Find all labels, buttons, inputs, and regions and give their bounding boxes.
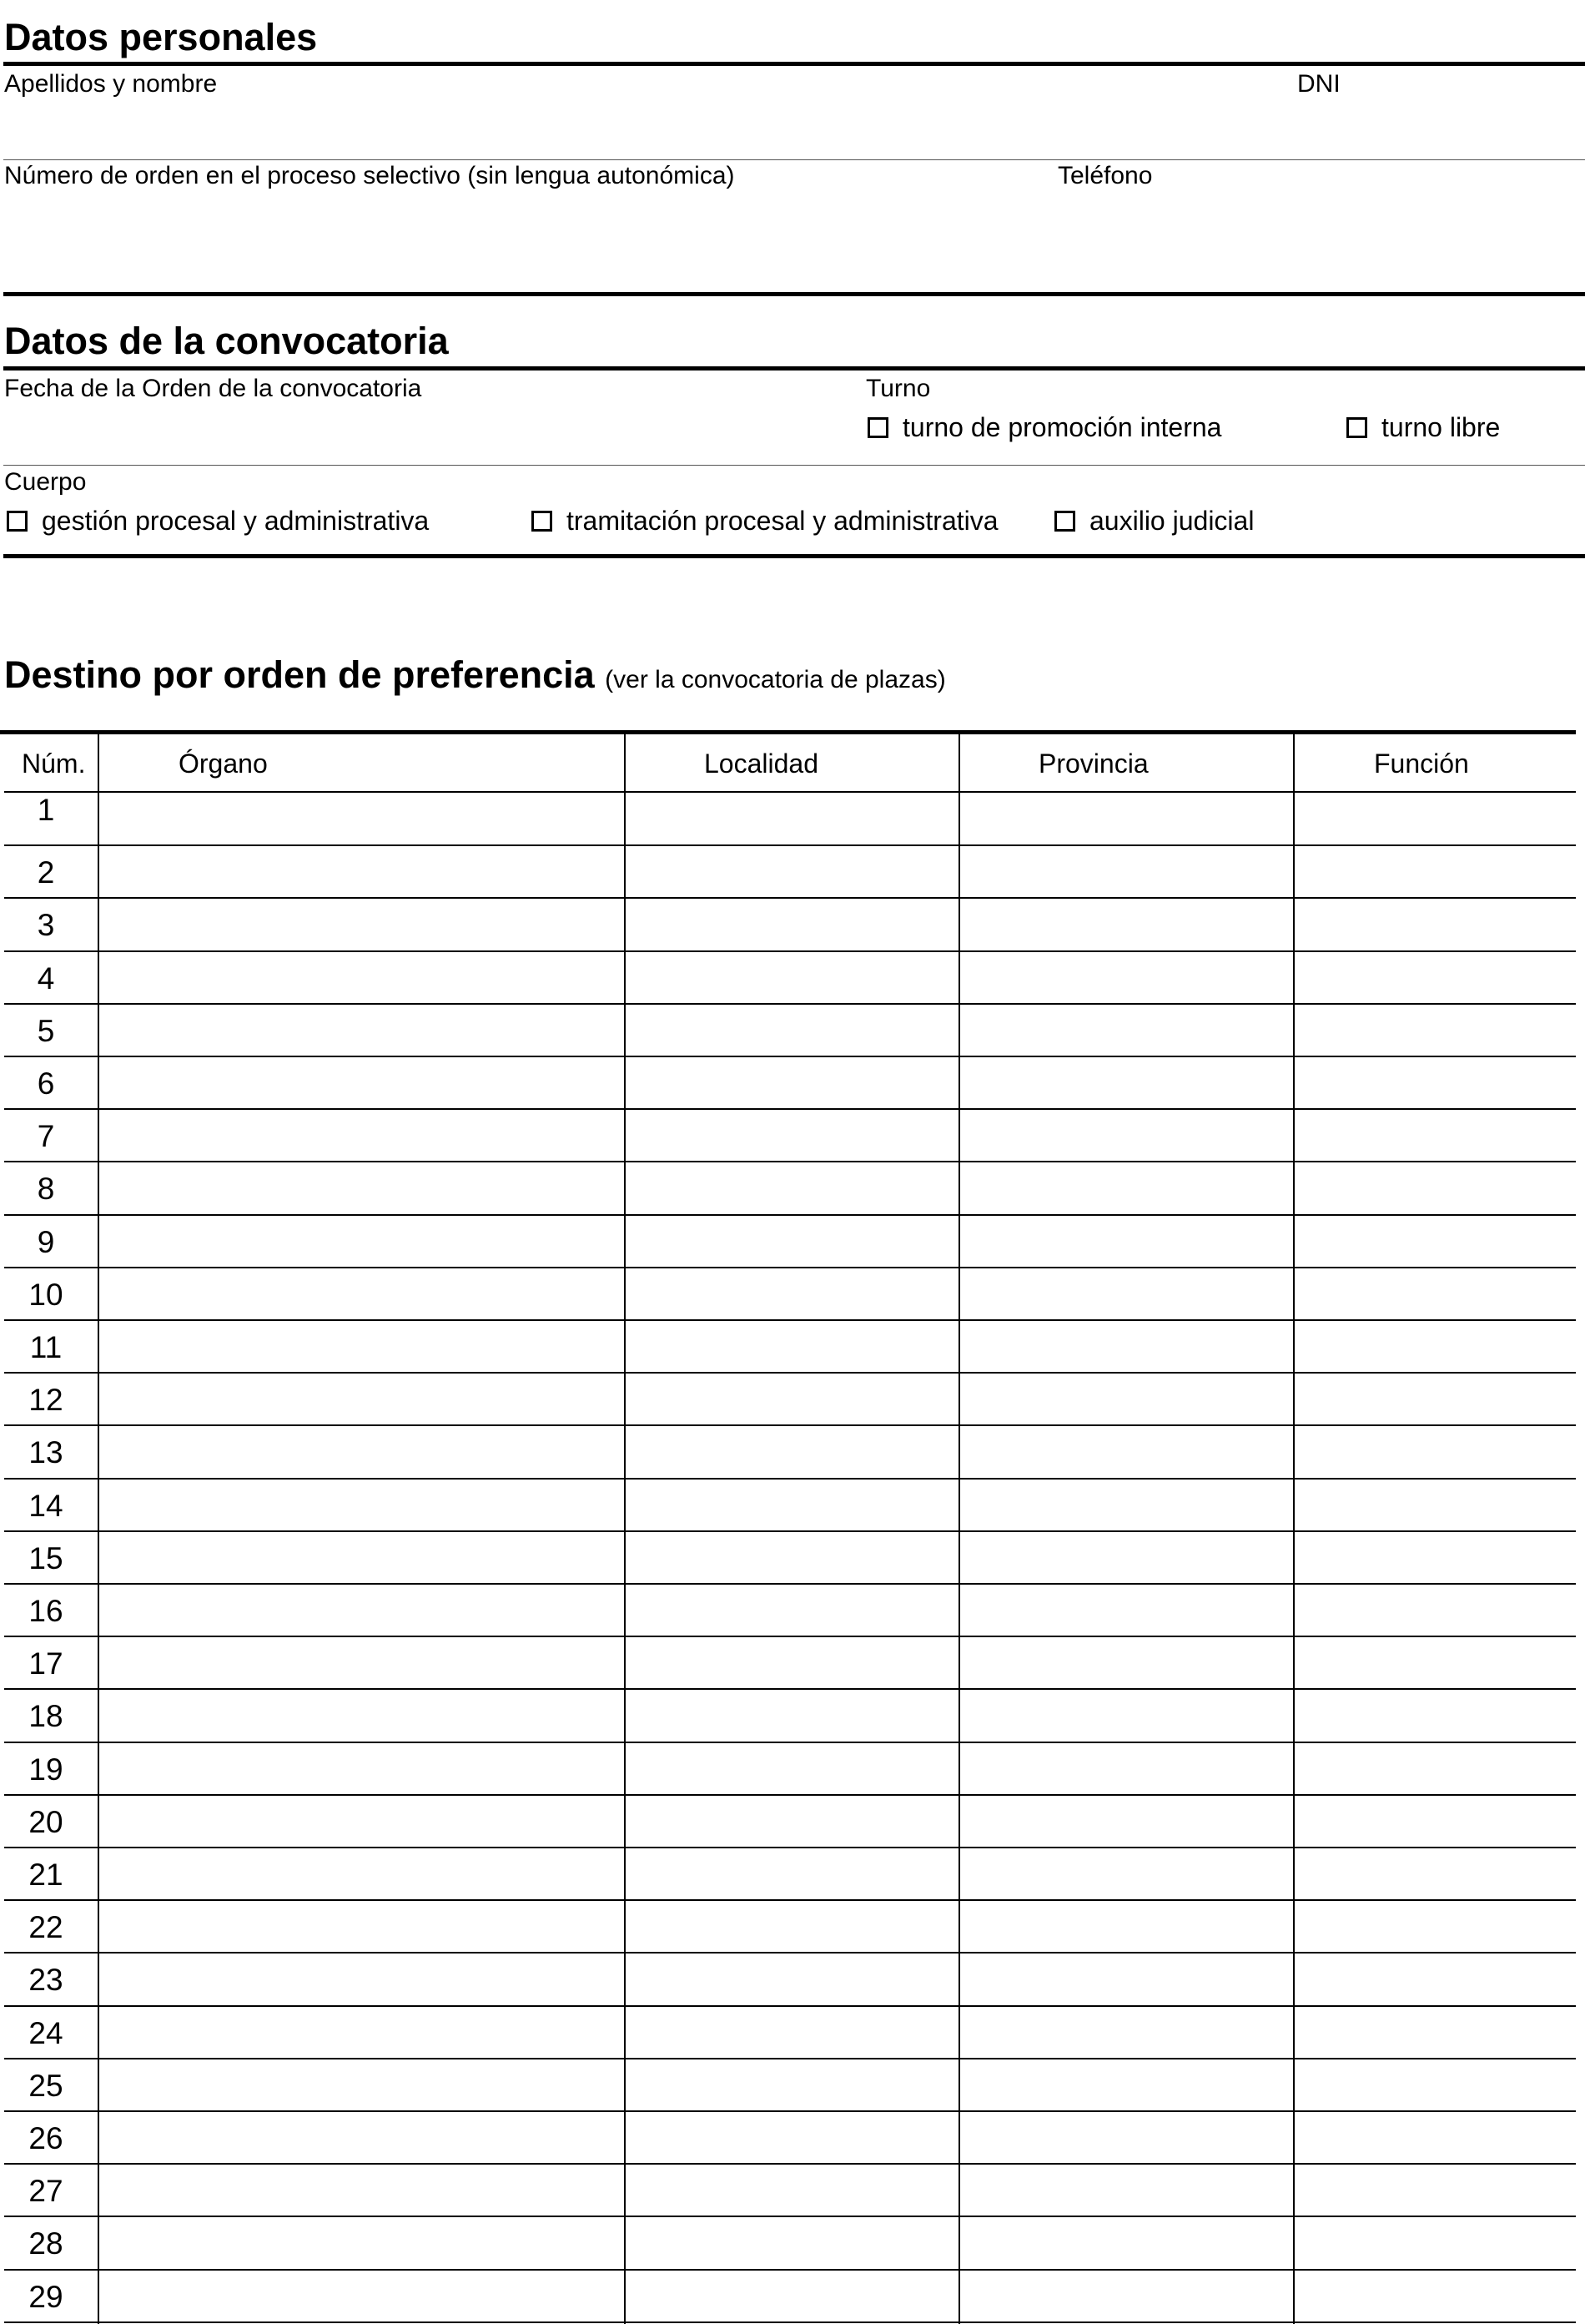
row-number: 4 (37, 960, 55, 996)
table-row (0, 845, 1576, 898)
column-header-organo: Órgano (179, 749, 268, 779)
cell-provincia[interactable] (961, 2218, 1291, 2267)
row-number: 25 (28, 2068, 63, 2103)
table-row (0, 1900, 1576, 1953)
divider (3, 62, 1585, 66)
destino-title: Destino por orden de preferencia (4, 653, 595, 696)
table-row (0, 1373, 1576, 1425)
row-number: 11 (29, 1330, 63, 1364)
table-row (0, 2216, 1576, 2269)
cell-organo[interactable] (100, 794, 622, 844)
row-number: 9 (37, 1224, 55, 1259)
cell-organo[interactable] (100, 2271, 622, 2321)
cell-provincia[interactable] (961, 847, 1291, 896)
row-number: 8 (37, 1172, 55, 1207)
cell-funcion[interactable] (1296, 1058, 1574, 1107)
cell-funcion[interactable] (1296, 1954, 1574, 2004)
row-number: 1 (37, 793, 55, 827)
cell-provincia[interactable] (961, 1849, 1291, 1898)
cell-localidad[interactable] (626, 1111, 957, 1160)
cell-organo[interactable] (100, 1585, 622, 1635)
divider (3, 292, 1585, 296)
row-number: 7 (37, 1119, 55, 1154)
cell-localidad[interactable] (626, 1902, 957, 1951)
cell-provincia[interactable] (961, 1585, 1291, 1635)
phone-label: Teléfono (1058, 162, 1153, 189)
checkbox-icon (7, 511, 28, 532)
cell-organo[interactable] (100, 2008, 622, 2057)
cell-provincia[interactable] (961, 1638, 1291, 1687)
cell-organo[interactable] (100, 847, 622, 896)
cell-localidad[interactable] (626, 1163, 957, 1212)
cell-localidad[interactable] (626, 1269, 957, 1318)
cell-localidad[interactable] (626, 2218, 957, 2267)
dni-label: DNI (1297, 70, 1341, 98)
divider (3, 554, 1585, 558)
table-row (0, 1742, 1576, 1795)
cell-funcion[interactable] (1296, 1480, 1574, 1530)
table-row (0, 1479, 1576, 1531)
cell-localidad[interactable] (626, 1427, 957, 1476)
cell-provincia[interactable] (961, 1797, 1291, 1846)
cell-localidad[interactable] (626, 1849, 957, 1898)
checkbox-label: auxilio judicial (1089, 506, 1255, 536)
cell-funcion[interactable] (1296, 953, 1574, 1002)
cell-provincia[interactable] (961, 2165, 1291, 2215)
checkbox-icon (1346, 417, 1367, 438)
order-number-label: Número de orden en el proceso selectivo (sin lengua autonómica) (4, 162, 735, 189)
convocatoria-date-label: Fecha de la Orden de la convocatoria (4, 375, 422, 402)
checkbox-icon (868, 417, 888, 438)
cell-provincia[interactable] (961, 1111, 1291, 1160)
table-top-border (0, 730, 1576, 734)
dni-field[interactable] (1297, 100, 1581, 154)
cell-funcion[interactable] (1296, 1691, 1574, 1740)
row-number: 20 (28, 1804, 63, 1839)
cell-localidad[interactable] (626, 2165, 957, 2215)
row-number: 21 (28, 1858, 63, 1892)
cell-organo[interactable] (100, 1058, 622, 1107)
table-row (0, 1584, 1576, 1636)
phone-field[interactable] (1058, 194, 1581, 290)
cell-funcion[interactable] (1296, 1269, 1574, 1318)
row-number: 10 (28, 1277, 63, 1312)
table-row (0, 1109, 1576, 1162)
cell-provincia[interactable] (961, 1427, 1291, 1476)
cell-funcion[interactable] (1296, 2113, 1574, 2162)
cell-localidad[interactable] (626, 2008, 957, 2057)
cell-organo[interactable] (100, 1533, 622, 1582)
row-number: 29 (28, 2279, 63, 2314)
checkbox-label: turno de promoción interna (903, 412, 1222, 442)
cell-localidad[interactable] (626, 953, 957, 1002)
cuerpo-label: Cuerpo (4, 468, 87, 496)
table-row (0, 1689, 1576, 1742)
table-row (0, 951, 1576, 1004)
table-row (0, 2006, 1576, 2059)
row-number: 13 (28, 1435, 63, 1470)
cell-organo[interactable] (100, 1480, 622, 1530)
cell-organo[interactable] (100, 1427, 622, 1476)
row-number: 23 (28, 1963, 63, 1998)
destino-subtitle: (ver la convocatoria de plazas) (605, 666, 946, 693)
cell-localidad[interactable] (626, 1744, 957, 1793)
cell-localidad[interactable] (626, 1691, 957, 1740)
turno-promocion-interna-checkbox[interactable] (868, 414, 1221, 441)
divider (3, 159, 1585, 160)
cuerpo-tramitacion-checkbox[interactable] (531, 507, 999, 534)
cell-organo[interactable] (100, 1322, 622, 1371)
cell-localidad[interactable] (626, 1954, 957, 2004)
cell-provincia[interactable] (961, 2060, 1291, 2110)
cell-provincia[interactable] (961, 900, 1291, 949)
table-row (0, 1004, 1576, 1056)
table-row (0, 793, 1576, 845)
table-row (0, 1320, 1576, 1373)
cell-organo[interactable] (100, 953, 622, 1002)
cell-funcion[interactable] (1296, 1322, 1574, 1371)
cell-localidad[interactable] (626, 1322, 957, 1371)
table-row (0, 2164, 1576, 2216)
cell-organo[interactable] (100, 1374, 622, 1424)
row-number: 22 (28, 1910, 63, 1945)
row-number: 5 (37, 1013, 55, 1048)
turno-libre-checkbox[interactable] (1346, 414, 1500, 441)
cell-localidad[interactable] (626, 2060, 957, 2110)
cell-organo[interactable] (100, 1954, 622, 2004)
table-row (0, 1215, 1576, 1268)
section-title-convocatoria: Datos de la convocatoria (4, 320, 449, 362)
cell-localidad[interactable] (626, 1638, 957, 1687)
cell-localidad[interactable] (626, 900, 957, 949)
column-header-provincia: Provincia (1039, 749, 1149, 779)
cell-funcion[interactable] (1296, 1638, 1574, 1687)
cell-organo[interactable] (100, 1691, 622, 1740)
cell-organo[interactable] (100, 900, 622, 949)
cell-funcion[interactable] (1296, 900, 1574, 949)
cell-organo[interactable] (100, 1797, 622, 1846)
divider (3, 465, 1585, 466)
row-number: 16 (28, 1594, 63, 1628)
checkbox-icon (1054, 511, 1075, 532)
cell-organo[interactable] (100, 1111, 622, 1160)
table-row (0, 1162, 1576, 1214)
convocatoria-date-field[interactable] (4, 405, 855, 463)
cell-provincia[interactable] (961, 1744, 1291, 1793)
row-number: 6 (37, 1066, 55, 1101)
name-label: Apellidos y nombre (4, 70, 218, 98)
cell-organo[interactable] (100, 1217, 622, 1266)
table-row (0, 1425, 1576, 1478)
cell-provincia[interactable] (961, 2008, 1291, 2057)
cell-localidad[interactable] (626, 847, 957, 896)
row-number: 12 (28, 1383, 63, 1418)
cell-localidad[interactable] (626, 1374, 957, 1424)
cell-provincia[interactable] (961, 1691, 1291, 1740)
cell-funcion[interactable] (1296, 2218, 1574, 2267)
row-number: 26 (28, 2121, 63, 2155)
cell-localidad[interactable] (626, 2271, 957, 2321)
cell-funcion[interactable] (1296, 2271, 1574, 2321)
cell-provincia[interactable] (961, 1006, 1291, 1055)
cell-localidad[interactable] (626, 1006, 957, 1055)
cell-organo[interactable] (100, 1902, 622, 1951)
column-header-num: Núm. (22, 749, 86, 779)
cell-provincia[interactable] (961, 2271, 1291, 2321)
cell-provincia[interactable] (961, 794, 1291, 844)
cell-funcion[interactable] (1296, 1163, 1574, 1212)
table-row (0, 2111, 1576, 2164)
cell-organo[interactable] (100, 1269, 622, 1318)
cell-funcion[interactable] (1296, 2008, 1574, 2057)
cell-provincia[interactable] (961, 953, 1291, 1002)
row-number: 28 (28, 2226, 63, 2261)
cell-provincia[interactable] (961, 1163, 1291, 1212)
cell-provincia[interactable] (961, 2113, 1291, 2162)
cell-provincia[interactable] (961, 1374, 1291, 1424)
cell-organo[interactable] (100, 1744, 622, 1793)
table-row (0, 1636, 1576, 1689)
cell-provincia[interactable] (961, 1217, 1291, 1266)
table-row (0, 1056, 1576, 1109)
row-number: 18 (28, 1699, 63, 1734)
column-header-funcion: Función (1374, 749, 1469, 779)
cell-funcion[interactable] (1296, 2165, 1574, 2215)
row-number: 24 (28, 2015, 63, 2050)
row-number: 19 (28, 1752, 63, 1787)
cell-funcion[interactable] (1296, 1585, 1574, 1635)
row-number: 3 (37, 908, 55, 943)
section-title-destino (4, 653, 946, 696)
name-field[interactable] (4, 100, 1289, 154)
cell-localidad[interactable] (626, 2113, 957, 2162)
divider (3, 366, 1585, 371)
cell-localidad[interactable] (626, 1217, 957, 1266)
cuerpo-auxilio-checkbox[interactable] (1054, 507, 1254, 534)
cell-funcion[interactable] (1296, 1797, 1574, 1846)
table-row (0, 898, 1576, 950)
cell-provincia[interactable] (961, 1480, 1291, 1530)
cell-provincia[interactable] (961, 1322, 1291, 1371)
cell-provincia[interactable] (961, 1954, 1291, 2004)
row-divider (4, 2321, 1576, 2323)
row-number: 14 (28, 1488, 63, 1523)
cell-localidad[interactable] (626, 794, 957, 844)
cell-localidad[interactable] (626, 1585, 957, 1635)
table-row (0, 1953, 1576, 2005)
cell-funcion[interactable] (1296, 1006, 1574, 1055)
destino-table (0, 730, 1576, 2324)
order-number-field[interactable] (4, 194, 1047, 290)
cell-organo[interactable] (100, 1006, 622, 1055)
section-title-personal: Datos personales (4, 16, 318, 58)
cell-funcion[interactable] (1296, 1849, 1574, 1898)
cell-funcion[interactable] (1296, 1902, 1574, 1951)
cell-organo[interactable] (100, 2060, 622, 2110)
cell-localidad[interactable] (626, 1058, 957, 1107)
cell-organo[interactable] (100, 1849, 622, 1898)
row-number: 17 (28, 1646, 63, 1681)
cell-localidad[interactable] (626, 1480, 957, 1530)
cell-funcion[interactable] (1296, 1533, 1574, 1582)
cell-funcion[interactable] (1296, 847, 1574, 896)
table-row (0, 1795, 1576, 1848)
cell-provincia[interactable] (961, 1058, 1291, 1107)
table-row (0, 1848, 1576, 1900)
cell-organo[interactable] (100, 1163, 622, 1212)
checkbox-label: tramitación procesal y administrativa (566, 506, 999, 536)
row-number: 15 (28, 1540, 63, 1575)
row-number: 2 (37, 855, 55, 890)
cell-organo[interactable] (100, 2113, 622, 2162)
table-row (0, 2059, 1576, 2111)
turno-label: Turno (866, 375, 931, 402)
table-row (0, 1268, 1576, 1320)
table-row (0, 2270, 1576, 2322)
checkbox-label: turno libre (1381, 412, 1501, 442)
cell-organo[interactable] (100, 1638, 622, 1687)
checkbox-icon (531, 511, 552, 532)
column-header-localidad: Localidad (704, 749, 818, 779)
cell-localidad[interactable] (626, 1797, 957, 1846)
cell-funcion[interactable] (1296, 1427, 1574, 1476)
cell-funcion[interactable] (1296, 794, 1574, 844)
table-row (0, 1531, 1576, 1584)
cuerpo-gestion-checkbox[interactable] (7, 507, 429, 534)
cell-provincia[interactable] (961, 1902, 1291, 1951)
cell-funcion[interactable] (1296, 1111, 1574, 1160)
cell-localidad[interactable] (626, 1533, 957, 1582)
checkbox-label: gestión procesal y administrativa (42, 506, 430, 536)
cell-funcion[interactable] (1296, 2060, 1574, 2110)
cell-funcion[interactable] (1296, 1217, 1574, 1266)
row-number: 27 (28, 2174, 63, 2209)
cell-organo[interactable] (100, 2218, 622, 2267)
cell-provincia[interactable] (961, 1269, 1291, 1318)
cell-funcion[interactable] (1296, 1374, 1574, 1424)
cell-funcion[interactable] (1296, 1744, 1574, 1793)
cell-organo[interactable] (100, 2165, 622, 2215)
cell-provincia[interactable] (961, 1533, 1291, 1582)
